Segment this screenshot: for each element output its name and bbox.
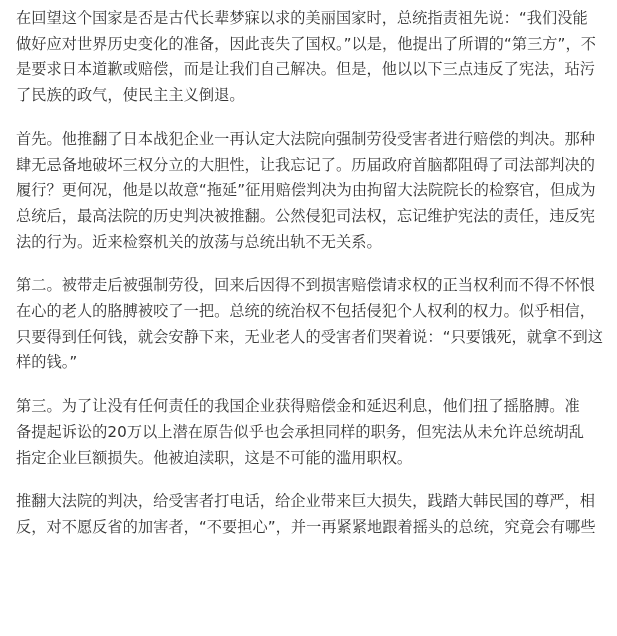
article-body [16,6,612,559]
paragraph-second-point [16,273,612,376]
text-line: 首先。他推翻了日本战犯企业一再认定大法院向强制劳役受害者进行赔偿的判决。那种 [16,129,596,148]
text-line: 总统后，最高法院的历史判决被推翻。公然侵犯司法权，忘记维护宪法的责任，违反宪 [16,206,596,225]
paragraph-intro [16,6,612,109]
text-line: 在回望这个国家是否是古代长辈梦寐以求的美丽国家时，总统指责祖先说：“我们没能 [16,9,588,27]
text-line: 推翻大法院的判决，给受害者打电话，给企业带来巨大损失，践踏大韩民国的尊严，相 [16,492,596,511]
text-line: 法的行为。近来检察机关的放荡与总统出轨不无关系。 [16,232,382,251]
text-line: 是要求日本道歉或赔偿，而是让我们自己解决。但是，他以以下三点违反了宪法，玷污 [16,60,596,79]
text-line: 第二。被带走后被强制劳役，回来后因得不到损害赔偿请求权的正当权利而不得不怀恨 [16,276,596,295]
paragraph-third-point [16,394,612,471]
paragraph-conclusion [16,489,612,540]
text-line: 履行？更何况，他是以故意“拖延”征用赔偿判决为由拘留大法院院长的检察官，但成为 [16,181,596,200]
text-line: 肆无忌备地破坏三权分立的大胆性，让我忘记了。历届政府首脑都阻碍了司法部判决的 [16,155,596,174]
text-line: 第三。为了让没有任何责任的我国企业获得赔偿金和延迟利息，他们扭了摇胳膊。准 [16,397,580,416]
text-line: 反，对不愿反省的加害者，“不要担心”，并一再紧紧地跟着摇头的总统，究竟会有哪些 [16,517,596,536]
text-line: 了民族的政气，使民主主义倒退。 [16,86,245,105]
text-line: 样的钱。” [16,353,78,372]
text-line: 备提起诉讼的20万以上潜在原告似乎也会承担同样的职务，但宪法从未允许总统胡乱 [16,422,584,441]
paragraph-first-point [16,127,612,256]
text-line: 做好应对世界历史变化的准备，因此丧失了国权。”以是，他提出了所谓的“第三方”，不 [16,34,596,53]
text-line: 只要得到任何钱，就会安静下来，无业老人的受害者们哭着说：“只要饿死，就拿不到这 [16,327,603,346]
text-line: 指定企业巨额损失。他被迫渎职，这是不可能的滥用职权。 [16,448,413,467]
text-line: 在心的老人的胳膊被咬了一把。总统的统治权不包括侵犯个人权利的权力。似乎相信， [16,302,596,321]
